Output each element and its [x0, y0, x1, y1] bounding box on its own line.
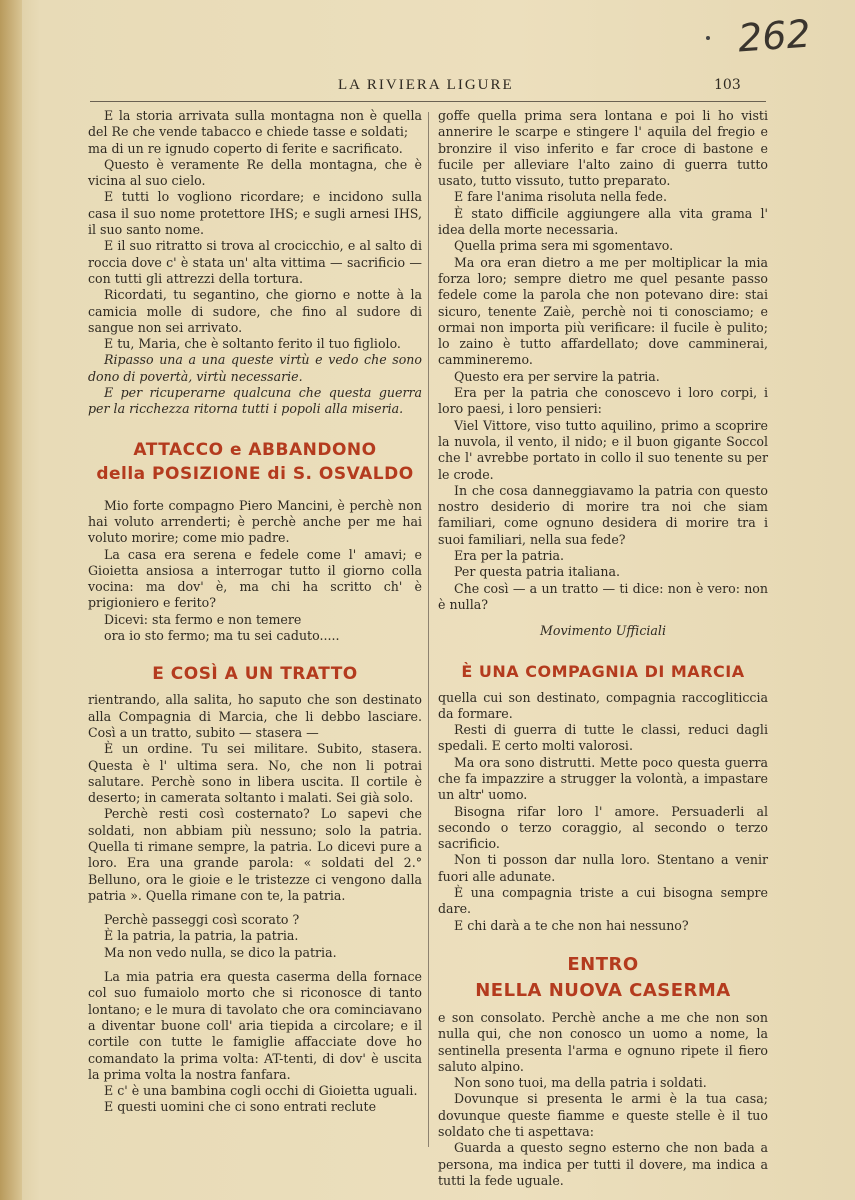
paragraph: ma di un re ignudo coperto di ferite e sacrificato. — [88, 140, 403, 156]
paragraph: Ma ora eran dietro a me per moltiplicar la mia forza loro; sempre dietro me quel pesante passo fedele come la parola che non potevano dire: stai sicuro, tenente Zaiè, perchè noi ti conosciamo; e ormai non importa più verificare: il fucile è pulito; lo zaino è tutto affardellato; dove camminerai, cammineremo. — [438, 254, 768, 368]
paragraph: Quella prima sera mi sgomentavo. — [454, 238, 674, 254]
verse-line: È la patria, la patria, la patria. — [104, 928, 299, 944]
verse-line: Perchè passeggi così scorato ? — [104, 912, 300, 928]
paragraph: E il suo ritratto si trova al crocicchio, e al salto di roccia dove c' è stata un' alta vittima — sacrificio — con tutti gli attrezzi della tortura. — [88, 238, 422, 286]
paragraph: Era per la patria che conoscevo i loro corpi, i loro paesi, i loro pensieri: — [438, 385, 768, 417]
paragraph: Bisogna rifar loro l' amore. Persuaderli al secondo o terzo coraggio, al secondo o terzo sacrificio. — [438, 803, 768, 852]
paragraph: Perchè resti così costernato? Lo sapevi che soldati, non abbiam più nessuno; solo la patria. Quella ti rimane sempre, la patria. Lo dicevi pure a loro. Era una grande parola: « soldati del 2.° Belluno, ora le gioie e le tristezze ci vengono dalla patria ». Quella rimane con te, la patria. — [88, 806, 422, 903]
paragraph: La casa era serena e fedele come l' amavi; e Gioietta ansiosa a interrogar tutto il giorno colla vocina: ma dov' è, ma chi ha scritto ch' è prigioniero e ferito? — [88, 546, 422, 611]
verse-line: Ma non vedo nulla, se dico la patria. — [104, 944, 337, 960]
page-number: 103 — [714, 77, 741, 93]
paragraph: E tu, Maria, che è soltanto ferito il tuo figliolo. — [104, 336, 401, 352]
left-column — [88, 108, 422, 1116]
paragraph: Ricordati, tu segantino, che giorno e notte à la camicia molle di sudore, che fino al sudore di sangue non sei arrivato. — [88, 287, 422, 335]
paragraph: Resti di guerra di tutte le classi, reduci dagli spedali. E certo molti valorosi. — [438, 722, 768, 754]
signature: Movimento Ufficiali — [540, 623, 666, 639]
column-divider — [428, 112, 429, 1147]
paragraph: Non sono tuoi, ma della patria i soldati. — [454, 1075, 707, 1091]
paragraph: e son consolato. Perchè anche a me che non son nulla qui, che non conosco un uomo a nome, la sentinella presenta l'arma e ognuno ripete il fiero saluto alpino. — [438, 1009, 768, 1074]
header-rule — [90, 101, 766, 102]
paragraph: Non ti posson dar nulla loro. Stentano a venir fuori alle adunate. — [438, 852, 768, 884]
running-header — [90, 77, 765, 97]
paragraph: Questo è veramente Re della montagna, che è vicina al suo cielo. — [88, 156, 422, 189]
section-heading-attacco: ATTACCO e ABBANDONO — [133, 439, 377, 460]
ink-dot — [706, 36, 710, 40]
paragraph: E la storia arrivata sulla montagna non è quella del Re che vende tabacco e chiede tasse e soldati; — [88, 108, 422, 140]
paragraph-italic: E per ricuperarne qualcuna che questa guerra per la ricchezza ritorna tutti i popoli alla miseria. — [88, 385, 422, 417]
paragraph: Questo era per servire la patria. — [454, 368, 660, 384]
paragraph: Per questa patria italiana. — [454, 564, 621, 580]
paragraph: In che cosa danneggiavamo la patria con questo nostro desiderio di morire tra noi che siam familiari, come ognuno desidera di morire tra i suoi familiari, nella sua fede? — [438, 482, 768, 547]
section-heading-entro: ENTRO — [567, 953, 639, 975]
paragraph: Guarda a questo segno esterno che non bada a persona, ma indica per tutti il dovere, ma indica a tutti la fede uguale. — [438, 1140, 768, 1188]
paragraph: Mio forte compagno Piero Mancini, è perchè non hai voluto arrenderti; è perchè anche per me hai voluto morire; come mio padre. — [88, 497, 422, 546]
verse-line: Dicevi: sta fermo e non temere — [104, 611, 302, 627]
paragraph: E c' è una bambina cogli occhi di Gioietta uguali. — [104, 1083, 418, 1099]
paragraph-italic: Ripasso una a una queste virtù e vedo che sono dono di povertà, virtù necessarie. — [88, 352, 422, 384]
paragraph: quella cui son destinato, compagnia raccogliticcia da formare. — [438, 689, 768, 721]
paragraph: Ma ora sono distrutti. Mette poco questa guerra che fa impazzire a strugger la volontà, a impastare un altr' uomo. — [438, 754, 768, 803]
right-column — [438, 108, 768, 1189]
handwritten-page-number: 262 — [736, 11, 812, 61]
paragraph: E questi uomini che ci sono entrati reclute — [104, 1099, 377, 1115]
book-spine — [0, 0, 22, 1200]
paragraph: Viel Vittore, viso tutto aquilino, primo a scoprire la nuvola, il vento, il nido; e il buon gigante Soccol che l' avrebbe portato in collo il suo tenente su per le crode. — [438, 417, 768, 482]
verse-line: ora io sto fermo; ma tu sei caduto..... — [104, 628, 340, 644]
section-heading-entro-sub: NELLA NUOVA CASERMA — [475, 979, 731, 1001]
paragraph: rientrando, alla salita, ho saputo che son destinato alla Compagnia di Marcia, che li debbo lasciare. Così a un tratto, subito — stasera — — [88, 692, 422, 740]
paragraph: La mia patria era questa caserma della fornace col suo fumaiolo morto che si riconosce di tanto lontano; e le mura di tavolato che ora cominciavano a diventar buone coll' aria tiepida a circolare; e il cortile con tutte le famiglie affacciate dove ho comandato la prima volta: AT-tenti, di dov' è uscita la prima volta la nostra fanfara. — [88, 969, 422, 1082]
paragraph: È una compagnia triste a cui bisogna sempre dare. — [438, 885, 768, 917]
paragraph: E fare l'anima risoluta nella fede. — [454, 189, 667, 205]
paragraph: È un ordine. Tu sei militare. Subito, stasera. Questa è l' ultima sera. No, che non li potrai salutare. Perchè sono in libera uscita. Il cortile è deserto; in camerata soltanto i malati. Sei già solo. — [88, 741, 422, 806]
paragraph: Era per la patria. — [454, 548, 564, 564]
paragraph: E chi darà a te che non hai nessuno? — [454, 917, 689, 933]
paragraph: Dovunque si presenta le armi è la tua casa; dovunque queste fiamme e queste stelle è il tuo soldato che ti aspettava: — [438, 1091, 768, 1140]
section-heading-marcia: È UNA COMPAGNIA DI MARCIA — [461, 661, 745, 681]
journal-title: LA RIVIERA LIGURE — [338, 77, 514, 93]
paragraph: E tutti lo vogliono ricordare; e incidono sulla casa il suo nome protettore IHS; e sugli arnesi IHS, il suo santo nome. — [88, 189, 422, 238]
section-heading-attacco-sub: della POSIZIONE di S. OSVALDO — [96, 463, 414, 484]
section-heading-cosi: E COSÌ A UN TRATTO — [152, 664, 358, 685]
paragraph: Che così — a un tratto — ti dice: non è vero: non è nulla? — [438, 580, 768, 612]
paragraph: È stato difficile aggiungere alla vita grama l' idea della morte necessaria. — [438, 205, 768, 238]
paragraph: goffe quella prima sera lontana e poi li ho visti annerire le scarpe e stingere l' aquila del fregio e bronzire il viso inferito e far croce di bastone e fucile per alleviare l'alto zaino di guerra tutto usato, tutto vissuto, tutto preparato. — [438, 108, 768, 189]
